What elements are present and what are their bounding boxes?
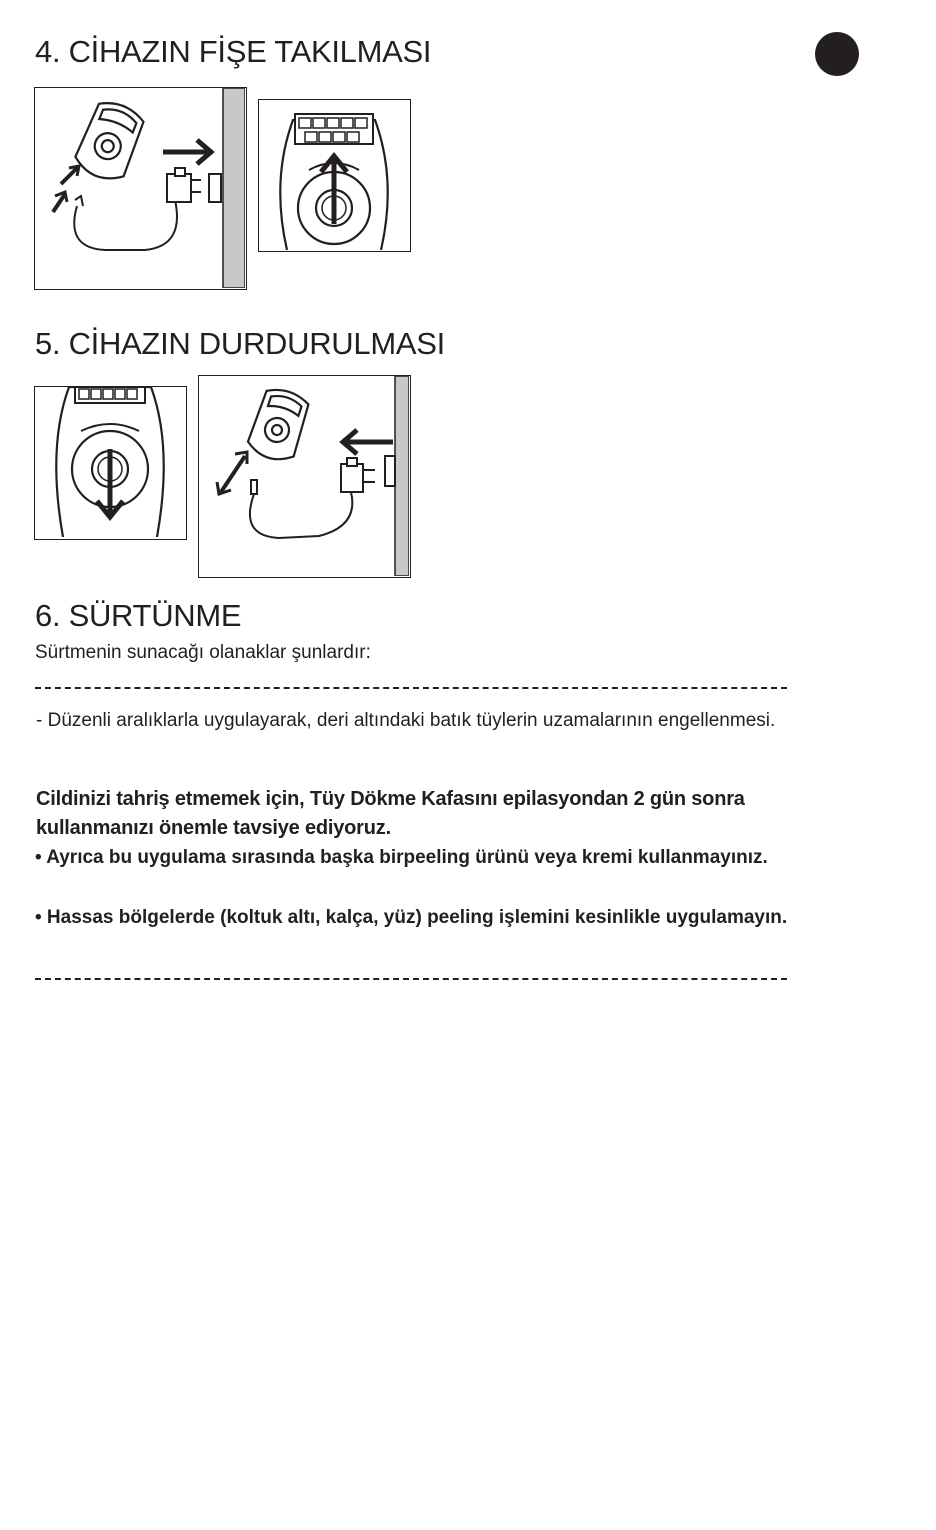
benefit-bullet: - Düzenli aralıklarla uygulayarak, deri altındaki batık tüylerin uzamalarının engellenmesi.	[36, 710, 776, 731]
epilator-plug-to-wall-illustration	[35, 88, 245, 288]
page-marker-dot	[815, 32, 859, 76]
figure-plug-in-device	[34, 87, 247, 290]
epilator-switch-up-illustration	[259, 100, 409, 250]
warning-no-other-peeling: • Ayrıca bu uygulama sırasında başka birpeeling ürünü veya kremi kullanmayınız.	[35, 847, 768, 868]
section-6-intro: Sürtmenin sunacağı olanaklar şunlardır:	[35, 642, 371, 663]
dashed-divider-bottom	[35, 978, 787, 980]
section-5-title: 5. CİHAZIN DURDURULMASI	[35, 326, 445, 361]
warning-sensitive-areas: • Hassas bölgelerde (koltuk altı, kalça, yüz) peeling işlemini kesinlikle uygulamayın.	[35, 907, 788, 928]
section-6-title: 6. SÜRTÜNME	[35, 598, 242, 633]
section-4-title: 4. CİHAZIN FİŞE TAKILMASI	[35, 34, 432, 69]
epilator-unplug-from-wall-illustration	[199, 376, 409, 576]
epilator-switch-down-illustration	[35, 387, 185, 537]
dashed-divider-top	[35, 687, 787, 689]
recommendation-note: Cildinizi tahriş etmemek için, Tüy Dökme Kafasını epilasyondan 2 gün sonra kullanmanızı önemle tavsiye ediyoruz.	[36, 788, 745, 839]
figure-switch-on	[258, 99, 411, 252]
figure-switch-off	[34, 386, 187, 540]
figure-unplug-device	[198, 375, 411, 578]
